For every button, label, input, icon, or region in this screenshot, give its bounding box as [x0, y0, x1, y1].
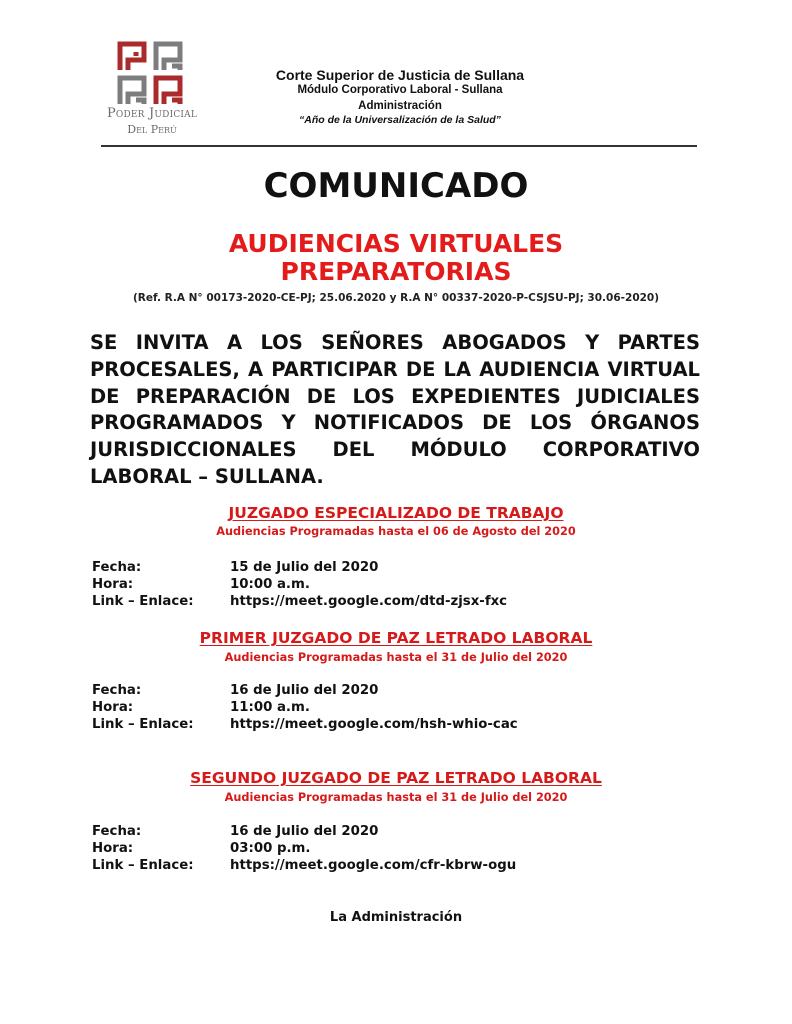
hora-label: Hora:: [92, 700, 134, 715]
document-reference: (Ref. R.A N° 00173-2020-CE-PJ; 25.06.2020 y R.A N° 00337-2020-P-CSJSU-PJ; 30.06-2020): [132, 292, 660, 304]
document-subtitle-line2: PREPARATORIAS: [280, 257, 512, 286]
hora-value: 11:00 a.m.: [230, 700, 310, 715]
fecha-value: 16 de Julio del 2020: [230, 824, 379, 839]
fecha-value: 16 de Julio del 2020: [230, 683, 379, 698]
meet-link[interactable]: https://meet.google.com/cfr-kbrw-ogu: [230, 858, 517, 873]
poder-judicial-logo-icon: [116, 40, 184, 108]
link-label: Link – Enlace:: [92, 858, 194, 873]
section-subtitle: Audiencias Programadas hasta el 06 de Agosto del 2020: [216, 525, 576, 538]
fecha-value: 15 de Julio del 2020: [230, 560, 379, 575]
section-title: JUZGADO ESPECIALIZADO DE TRABAJO: [228, 504, 564, 522]
hora-label: Hora:: [92, 841, 134, 856]
header-divider: [101, 145, 697, 147]
header-module: Módulo Corporativo Laboral - Sullana: [297, 84, 503, 96]
section-subtitle: Audiencias Programadas hasta el 31 de Julio del 2020: [224, 651, 568, 664]
intro-paragraph: SE INVITA A LOS SEÑORES ABOGADOS Y PARTES PROCESALES, A PARTICIPAR DE LA AUDIENCIA VIRTUAL DE PREPARACIÓN DE LOS EXPEDIENTES JUDICIALES PROGRAMADOS Y NOTIFICADOS DE LOS ÓRGANOS JURISDICCIONALES DEL MÓDULO CORPORATIVO LABORAL – SULLANA.: [90, 331, 700, 488]
header-year-motto: “Año de la Universalización de la Salud”: [299, 114, 501, 126]
link-label: Link – Enlace:: [92, 594, 194, 609]
signoff: La Administración: [329, 910, 463, 925]
hora-label: Hora:: [92, 577, 134, 592]
section-title: PRIMER JUZGADO DE PAZ LETRADO LABORAL: [199, 629, 593, 647]
document-title: COMUNICADO: [263, 166, 529, 206]
fecha-label: Fecha:: [92, 683, 142, 698]
hora-value: 10:00 a.m.: [230, 577, 310, 592]
meet-link[interactable]: https://meet.google.com/dtd-zjsx-fxc: [230, 594, 508, 609]
meet-link[interactable]: https://meet.google.com/hsh-whio-cac: [230, 717, 518, 732]
hora-value: 03:00 p.m.: [230, 841, 311, 856]
section-subtitle: Audiencias Programadas hasta el 31 de Julio del 2020: [224, 791, 568, 804]
header-office: Administración: [358, 100, 442, 112]
fecha-label: Fecha:: [92, 560, 142, 575]
section-title: SEGUNDO JUZGADO DE PAZ LETRADO LABORAL: [190, 769, 602, 787]
logo-text-del-peru: Del Perú: [127, 123, 177, 136]
header-court: Corte Superior de Justicia de Sullana: [275, 67, 525, 83]
fecha-label: Fecha:: [92, 824, 142, 839]
logo-text-poder-judicial: Poder Judicial: [106, 106, 198, 121]
link-label: Link – Enlace:: [92, 717, 194, 732]
document-subtitle-line1: AUDIENCIAS VIRTUALES: [228, 229, 564, 258]
